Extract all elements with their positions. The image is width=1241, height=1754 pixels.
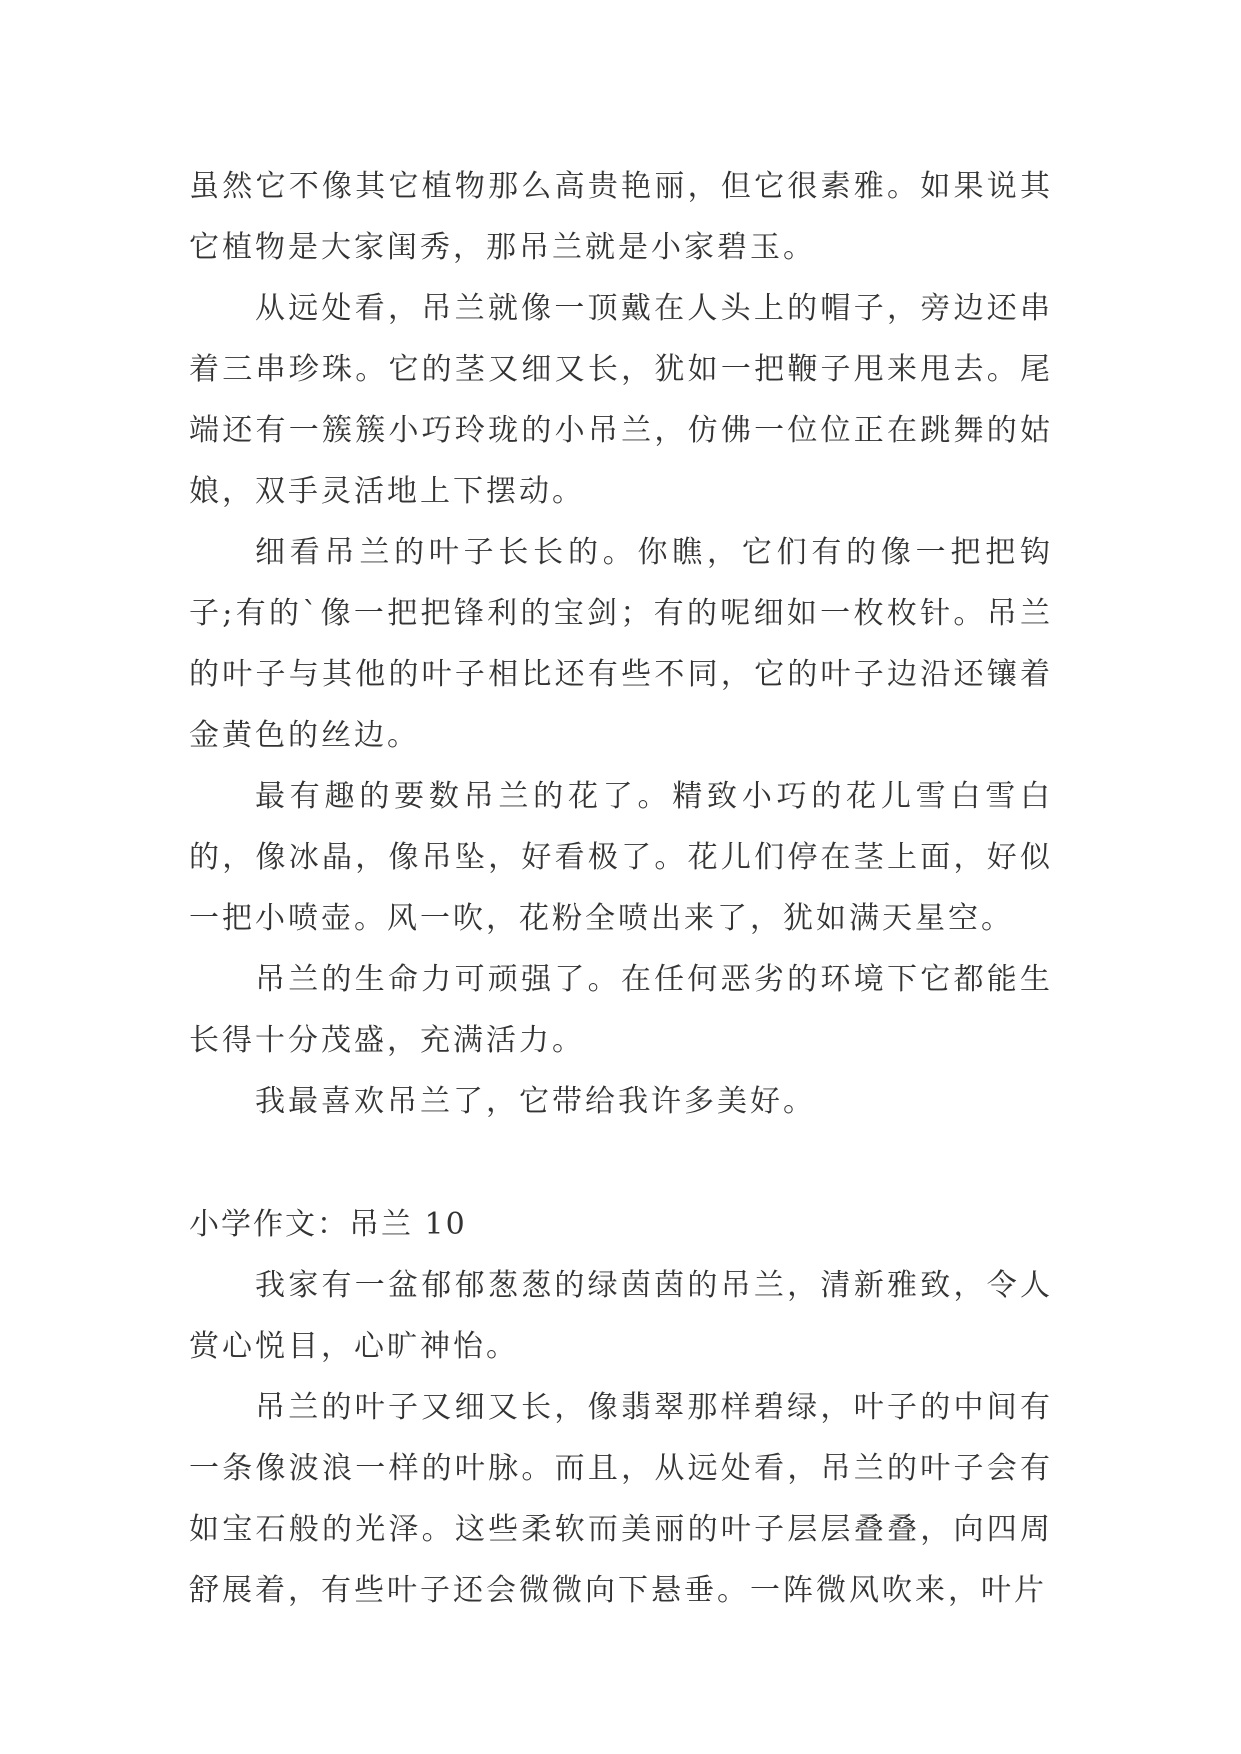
- section-spacer: [189, 1132, 1053, 1194]
- paragraph-leaves-2: 吊兰的叶子又细又长，像翡翠那样碧绿，叶子的中间有一条像波浪一样的叶脉。而且，从远处看，吊兰的叶子会有如宝石般的光泽。这些柔软而美丽的叶子层层叠叠，向四周舒展着，有些叶子还会微微向下悬垂。一阵微风吹来，叶片: [189, 1390, 1053, 1608]
- section-heading: 小学作文：吊兰 10: [189, 1207, 467, 1242]
- paragraph-intro-2: 我家有一盆郁郁葱葱的绿茵茵的吊兰，清新雅致，令人赏心悦目，心旷神怡。: [189, 1268, 1053, 1364]
- paragraph-flowers: 最有趣的要数吊兰的花了。精致小巧的花儿雪白雪白的，像冰晶，像吊坠，好看极了。花儿们停在茎上面，好似一把小喷壶。风一吹，花粉全喷出来了，犹如满天星空。: [189, 779, 1053, 936]
- document-page: [189, 156, 1053, 1621]
- paragraph-continuation: 虽然它不像其它植物那么高贵艳丽，但它很素雅。如果说其它植物是大家闺秀，那吊兰就是小家碧玉。: [189, 169, 1053, 265]
- paragraph-distant-view: 从远处看，吊兰就像一顶戴在人头上的帽子，旁边还串着三串珍珠。它的茎又细又长，犹如一把鞭子甩来甩去。尾端还有一簇簇小巧玲珑的小吊兰，仿佛一位位正在跳舞的姑娘，双手灵活地上下摆动。: [189, 291, 1053, 509]
- paragraph-conclusion: 我最喜欢吊兰了，它带给我许多美好。: [255, 1084, 816, 1119]
- paragraph-leaves: 细看吊兰的叶子长长的。你瞧，它们有的像一把把钩子;有的`像一把把锋利的宝剑；有的呢细如一枚枚针。吊兰的叶子与其他的叶子相比还有些不同，它的叶子边沿还镶着金黄色的丝边。: [189, 535, 1053, 753]
- paragraph-vitality: 吊兰的生命力可顽强了。在任何恶劣的环境下它都能生长得十分茂盛，充满活力。: [189, 962, 1053, 1058]
